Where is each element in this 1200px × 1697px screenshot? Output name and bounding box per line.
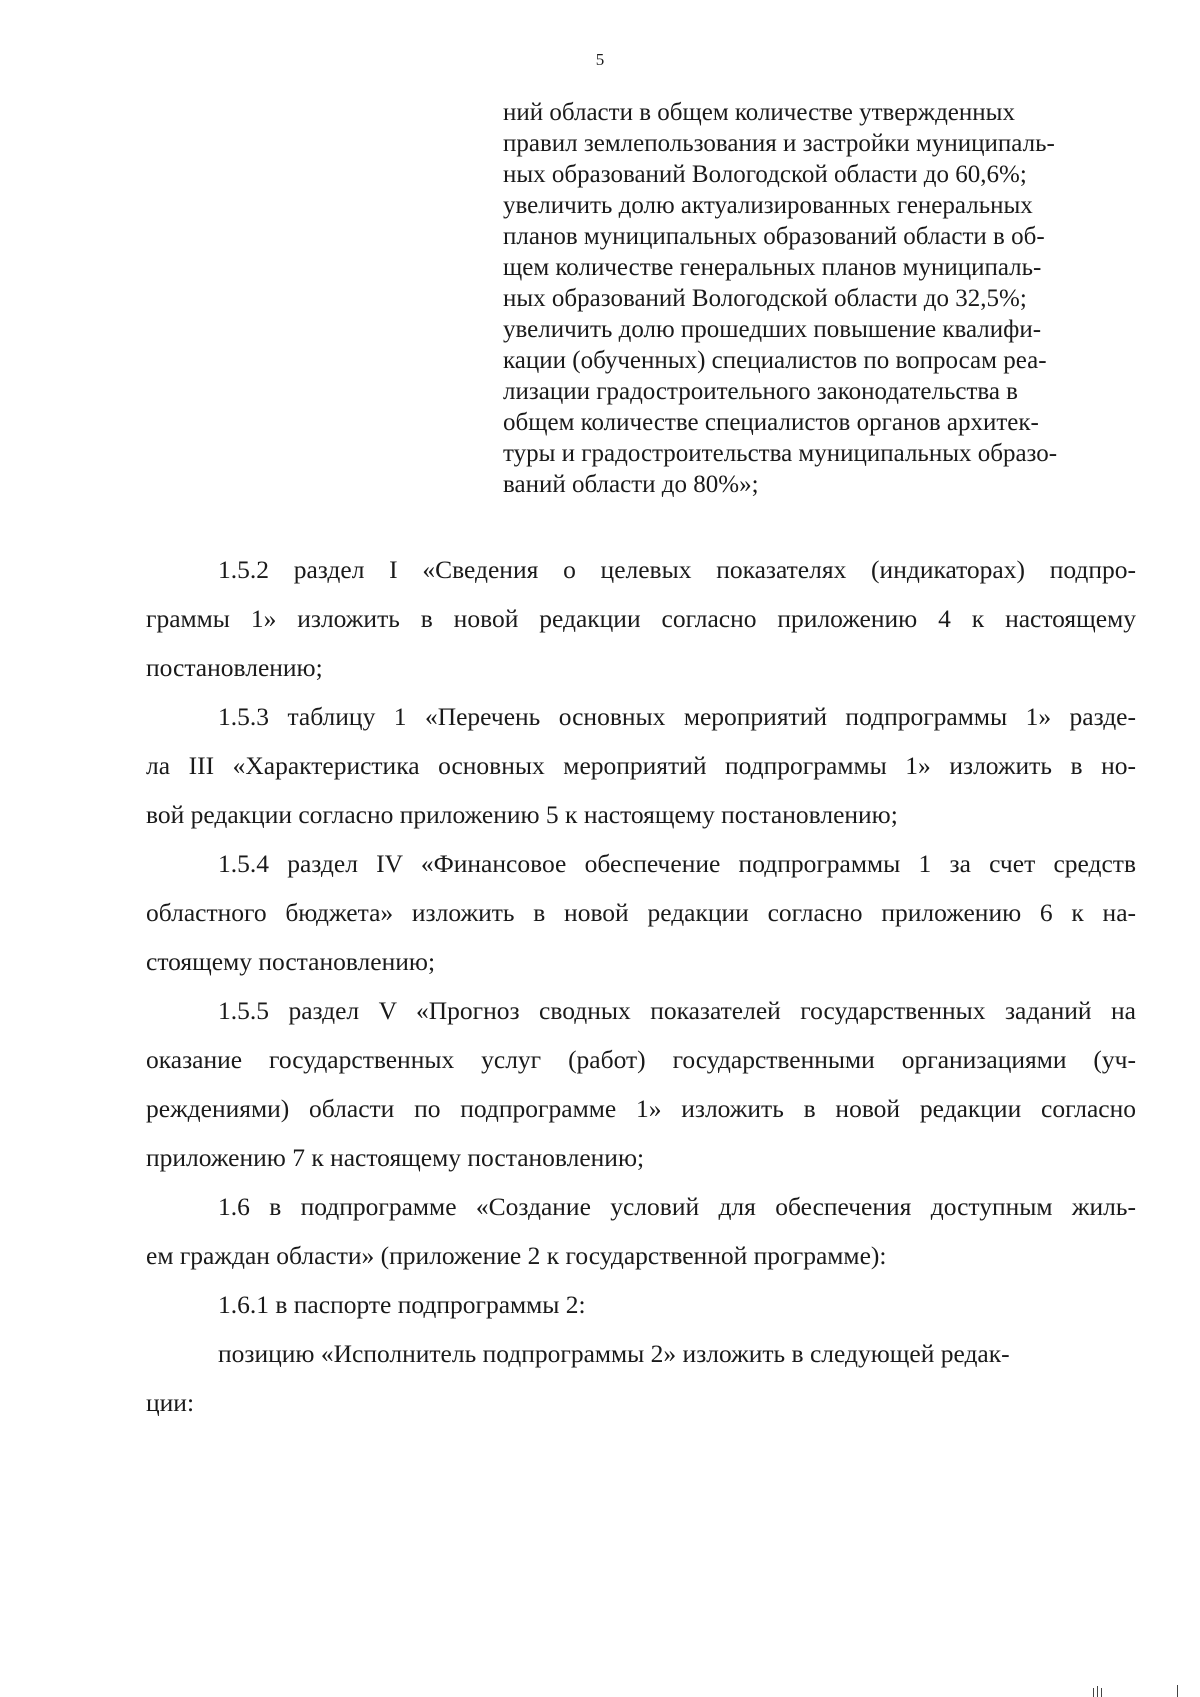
paragraph-line: вой редакции согласно приложению 5 к настоящему постановлению;: [146, 800, 898, 829]
indicator-block: [503, 97, 1143, 500]
indicator-line: ных образований Вологодской области до 60,6%;: [503, 161, 1027, 188]
paragraph-line: 1.5.4 раздел IV «Финансовое обеспечение подпрограммы 1 за счет средств: [218, 849, 1136, 878]
indicator-line: правил землепользования и застройки муниципаль-: [503, 130, 1055, 157]
paragraph-line: 1.6.1 в паспорте подпрограммы 2:: [218, 1290, 586, 1319]
paragraph-line: 1.5.3 таблицу 1 «Перечень основных мероприятий подпрограммы 1» разде-: [218, 702, 1136, 731]
paragraph-line: реждениями) области по подпрограмме 1» изложить в новой редакции согласно: [146, 1094, 1136, 1123]
indicator-line: ваний области до 80%»;: [503, 471, 759, 498]
indicator-line: увеличить долю актуализированных генеральных: [503, 192, 1033, 219]
indicator-line: ных образований Вологодской области до 32,5%;: [503, 285, 1027, 312]
paragraph-line: постановлению;: [146, 653, 323, 682]
paragraph-line: ции:: [146, 1388, 195, 1417]
indicator-line: общем количестве специалистов органов архитек-: [503, 409, 1039, 436]
paragraph-line: областного бюджета» изложить в новой редакции согласно приложению 6 к на-: [146, 898, 1136, 927]
indicator-line: планов муниципальных образований области в об-: [503, 223, 1045, 250]
paragraph-line: 1.5.5 раздел V «Прогноз сводных показателей государственных заданий на: [218, 996, 1136, 1025]
indicator-line: лизации градостроительного законодательства в: [503, 378, 1018, 405]
paragraph-line: стоящему постановлению;: [146, 947, 436, 976]
page-number: 5: [595, 50, 605, 69]
indicator-line: увеличить долю прошедших повышение квалифи-: [503, 316, 1042, 343]
paragraph-line: ем граждан области» (приложение 2 к государственной программе):: [146, 1241, 887, 1270]
indicator-line: кации (обученных) специалистов по вопросам реа-: [503, 347, 1047, 374]
paragraph-line: 1.6 в подпрограмме «Создание условий для обеспечения доступным жиль-: [218, 1192, 1136, 1221]
indicator-line: ний области в общем количестве утвержденных: [503, 99, 1015, 126]
body-text: [146, 545, 1136, 1427]
paragraph-line: ла III «Характеристика основных мероприятий подпрограммы 1» изложить в но-: [146, 751, 1136, 780]
paragraph-line: граммы 1» изложить в новой редакции согласно приложению 4 к настоящему: [146, 604, 1136, 633]
paragraph-line: приложению 7 к настоящему постановлению;: [146, 1143, 645, 1172]
scan-marks: [1085, 1683, 1185, 1697]
indicator-line: туры и градостроительства муниципальных образо-: [503, 440, 1058, 467]
paragraph-line: оказание государственных услуг (работ) государственными организациями (уч-: [146, 1045, 1136, 1074]
paragraph-line: позицию «Исполнитель подпрограммы 2» изложить в следующей редак-: [218, 1339, 1010, 1368]
paragraph-line: 1.5.2 раздел I «Сведения о целевых показателях (индикаторах) подпро-: [218, 555, 1136, 584]
indicator-line: щем количестве генеральных планов муниципаль-: [503, 254, 1042, 281]
